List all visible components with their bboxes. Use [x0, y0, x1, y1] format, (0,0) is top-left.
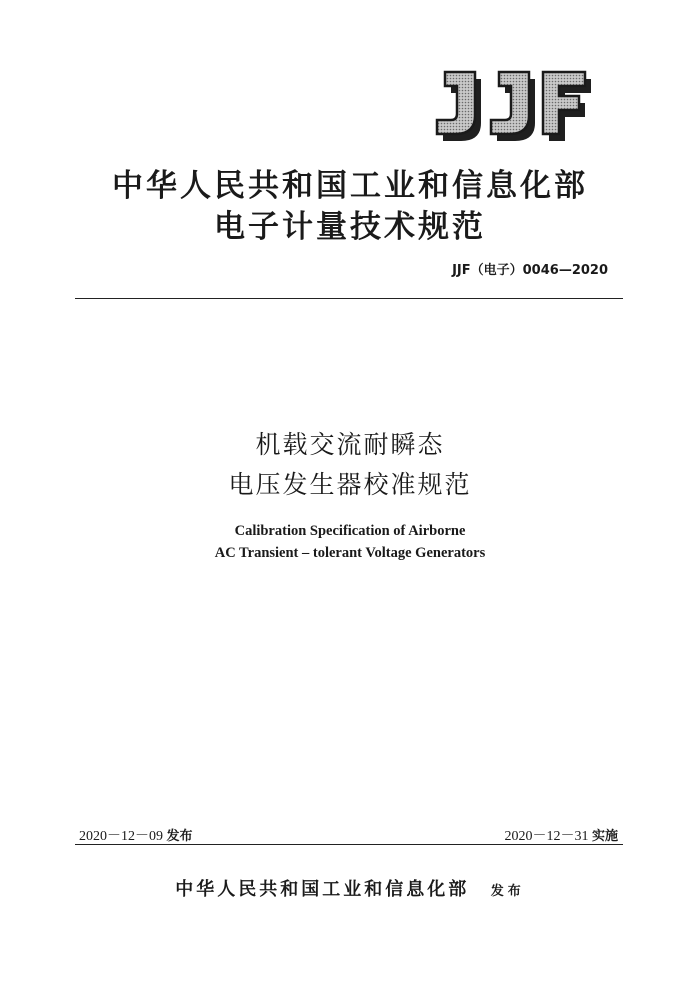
header-divider: [75, 298, 623, 299]
implementation-date-value: 2020－12－31: [504, 829, 589, 844]
publisher: [0, 875, 700, 901]
publisher-name: 中华人民共和国工业和信息化部: [175, 879, 470, 900]
publisher-action: 发布: [490, 884, 525, 899]
english-title-line2: AC Transient – tolerant Voltage Generators: [214, 545, 486, 561]
jjf-logo: [425, 68, 593, 146]
english-title-line1: Calibration Specification of Airborne: [234, 523, 466, 539]
chinese-title-line2: 电压发生器校准规范: [228, 470, 472, 499]
implementation-date: [504, 825, 618, 845]
implementation-date-label: 实施: [591, 829, 618, 844]
jjf-logo-graphic: [425, 68, 593, 146]
standard-code: JJF（电子）0046—2020: [452, 263, 608, 278]
issue-date: [79, 825, 193, 845]
chinese-title-line1: 机载交流耐瞬态: [255, 430, 445, 459]
issue-date-label: 发布: [166, 829, 193, 844]
ministry-name: 中华人民共和国工业和信息化部: [112, 168, 588, 204]
specification-category: 电子计量技术规范: [214, 209, 486, 245]
footer-divider: [75, 844, 623, 845]
issue-date-value: 2020－12－09: [79, 829, 163, 844]
